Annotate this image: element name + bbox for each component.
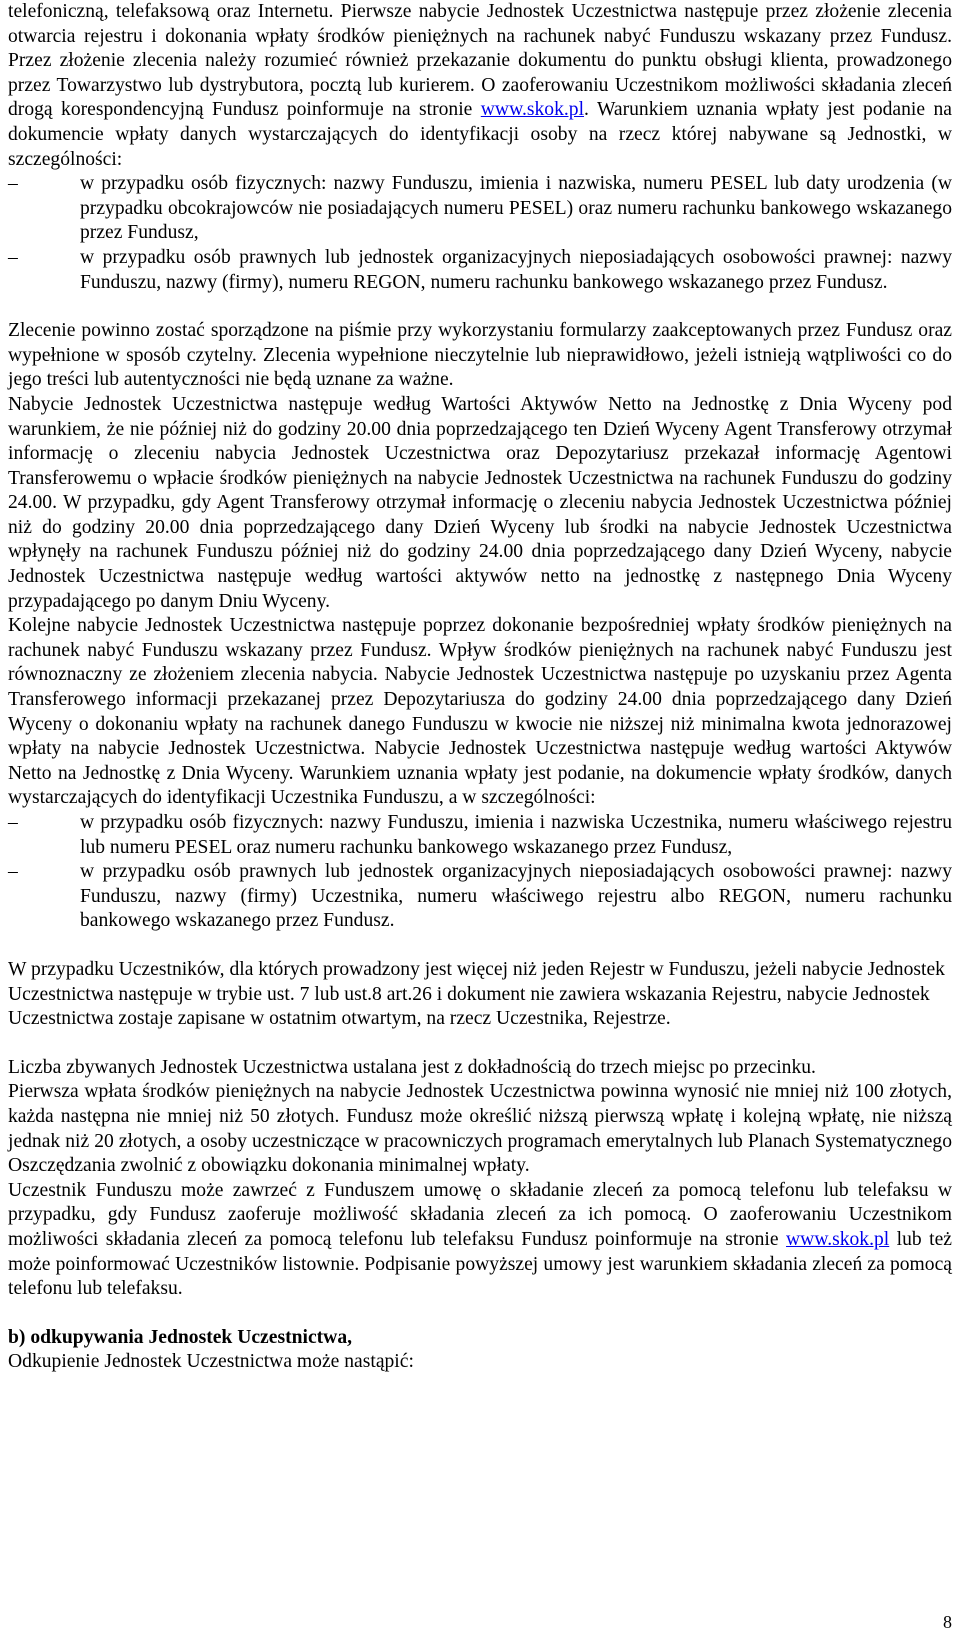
- section-heading: b) odkupywania Jednostek Uczestnictwa,: [8, 1326, 353, 1348]
- paragraph-text: . Warunkiem uznania wpłaty jest podanie na dokumencie wpłaty danych wystarczających do identyfikacji osoby na rzecz której nabywane są Jednostki, w szczególności:: [8, 99, 952, 170]
- list-item: [8, 172, 952, 246]
- required-data-list: [8, 172, 952, 295]
- paragraph-text: telefoniczną, telefaksową oraz Internetu. Pierwsze nabycie Jednostek Uczestnictwa następuje przez złożenie zlecenia otwarcia rejestru i dokonania wpłaty środków pieniężnych na rachunek nabyć Funduszu wskazany przez Fundusz. Przez złożenie zlecenia należy rozumieć również przekazanie dokumentu do punktu obsługi klienta, prowadzonego przez Towarzystwo lub dystrybutora, pocztą lub kurierem. O zaoferowaniu Uczestnikom możliwości składania zleceń drogą korespondencyjną Fundusz poinformuje na stronie: [8, 1, 952, 121]
- list-item: [8, 860, 952, 934]
- paragraph-phone-fax-orders: [8, 1179, 952, 1302]
- paragraph-text: lub też może poinformować Uczestników listownie. Podpisanie powyższej umowy jest warunkiem składania zleceń za pomocą telefonu lub telefaksu.: [8, 1228, 952, 1300]
- document-body: [8, 0, 952, 1375]
- list-item-text: w przypadku osób fizycznych: nazwy Funduszu, imienia i nazwiska, numeru PESEL lub daty urodzenia (w przypadku obcokrajowców nie posiadających numeru PESEL) oraz numeru rachunku bankowego wskazanego przez Fundusz,: [80, 173, 952, 244]
- dash-bullet: –: [8, 246, 18, 268]
- skok-link[interactable]: www.skok.pl: [480, 99, 585, 121]
- paragraph-units-precision: Liczba zbywanych Jednostek Uczestnictwa ustalana jest z dokładnością do trzech miejsc po przecinku.: [8, 1056, 816, 1078]
- page-number: 8: [943, 1612, 952, 1632]
- paragraph-redemption: Odkupienie Jednostek Uczestnictwa może nastąpić:: [8, 1351, 414, 1373]
- paragraph-purchase-valuation: Nabycie Jednostek Uczestnictwa następuje według Wartości Aktywów Netto na Jednostkę z Dnia Wyceny pod warunkiem, że nie później niż do godziny 20.00 dnia poprzedzającego ten Dzień Wyceny Agent Transferowy otrzymał informację o zleceniu nabycia Jednostek Uczestnictwa oraz Depozytariusz przekazał informację Agentowi Transferowemu o wpłacie środków pieniężnych na nabycie Jednostek Uczestnictwa na rachunek Funduszu do godziny 24.00. W przypadku, gdy Agent Transferowy otrzymał informację o zleceniu nabycia Jednostek Uczestnictwa później niż do godziny 20.00 dnia poprzedzającego dany Dzień Wyceny lub środki na nabycie Jednostek Uczestnictwa wpłynęły na rachunek Funduszu później niż do godziny 24.00 dnia poprzedzającego dany Dzień Wyceny, nabycie Jednostek Uczestnictwa następuje według wartości aktywów netto na jednostkę z następnego Dnia Wyceny przypadającego po danym Dniu Wyceny.: [8, 393, 952, 612]
- dash-bullet: –: [8, 861, 18, 883]
- paragraph-multiple-registers: W przypadku Uczestników, dla których prowadzony jest więcej niż jeden Rejestr w Funduszu, jeżeli nabycie Jednostek Uczestnictwa następuje w trybie ust. 7 lub ust.8 art.26 i dokument nie zawiera wskazania Rejestru, nabycie Jednostek Uczestnictwa zostaje zapisane w ostatnim otwartym, na rzecz Uczestnika, Rejestrze.: [8, 958, 945, 1030]
- participant-data-list: [8, 811, 952, 934]
- paragraph-minimum-payment: Pierwsza wpłata środków pieniężnych na nabycie Jednostek Uczestnictwa powinna wynosić nie mniej niż 100 złotych, każda następna nie mniej niż 50 złotych. Fundusz może określić niższą pierwszą wpłatę i kolejną wpłatę, nie niższą jednak niż 20 złotych, a osoby uczestniczące w pracowniczych programach emerytalnych lub Planach Systematycznego Oszczędzania zwolnić z obowiązku dokonania minimalnej wpłaty.: [8, 1081, 952, 1177]
- paragraph-first-purchase: [8, 0, 952, 172]
- paragraph-order-form: Zlecenie powinno zostać sporządzone na piśmie przy wykorzystaniu formularzy zaakceptowanych przez Fundusz oraz wypełnione w sposób czytelny. Zlecenia wypełnione nieczytelnie lub nieprawidłowo, jeżeli istnieją wątpliwości co do jego treści lub autentyczności nie będą uznane za ważne.: [8, 320, 952, 391]
- list-item-text: w przypadku osób fizycznych: nazwy Funduszu, imienia i nazwiska Uczestnika, numeru właściwego rejestru lub numeru PESEL oraz numeru rachunku bankowego wskazanego przez Fundusz,: [80, 812, 952, 858]
- paragraph-subsequent-purchase: Kolejne nabycie Jednostek Uczestnictwa następuje poprzez dokonanie bezpośredniej wpłaty środków pieniężnych na rachunek nabyć Funduszu wskazany przez Fundusz. Wpływ środków pieniężnych na rachunek nabyć Funduszu jest równoznaczny ze złożeniem zlecenia nabycia. Nabycie Jednostek Uczestnictwa następuje po uzyskaniu przez Agenta Transferowego informacji przekazanej przez Depozytariusza do godziny 24.00 dnia poprzedzającego dany Dzień Wyceny o dokonaniu wpłaty na rachunek danego Funduszu w kwocie nie niższej niż minimalna kwota jednorazowej wpłaty na nabycie Jednostek Uczestnictwa. Nabycie Jednostek Uczestnictwa następuje według wartości Aktywów Netto na Jednostkę z Dnia Wyceny. Warunkiem uznania wpłaty jest podanie, na dokumencie wpłaty środków, danych wystarczających do identyfikacji Uczestnika Funduszu, a w szczególności:: [8, 615, 952, 809]
- dash-bullet: –: [8, 812, 18, 833]
- list-item: [8, 246, 952, 295]
- paragraph-text: Uczestnik Funduszu może zawrzeć z Funduszem umowę o składanie zleceń za pomocą telefonu lub telefaksu w przypadku, gdy Fundusz zaoferuje możliwość składania zleceń za ich pomocą. O zaoferowaniu Uczestnikom możliwości składania zleceń za pomocą telefonu lub telefaksu Fundusz poinformuje na stronie: [8, 1179, 952, 1250]
- list-item-text: w przypadku osób prawnych lub jednostek organizacyjnych nieposiadających osobowości prawnej: nazwy Funduszu, nazwy (firmy) Uczestnika, numeru właściwego rejestru albo REGON, numeru rachunku bankowego wskazanego przez Fundusz.: [80, 861, 952, 932]
- list-item: [8, 811, 952, 860]
- list-item-text: w przypadku osób prawnych lub jednostek organizacyjnych nieposiadających osobowości prawnej: nazwy Funduszu, nazwy (firmy), numeru REGON, numeru rachunku bankowego wskazanego przez Fundusz.: [80, 246, 952, 293]
- skok-link[interactable]: www.skok.pl: [786, 1228, 890, 1250]
- dash-bullet: –: [8, 173, 18, 195]
